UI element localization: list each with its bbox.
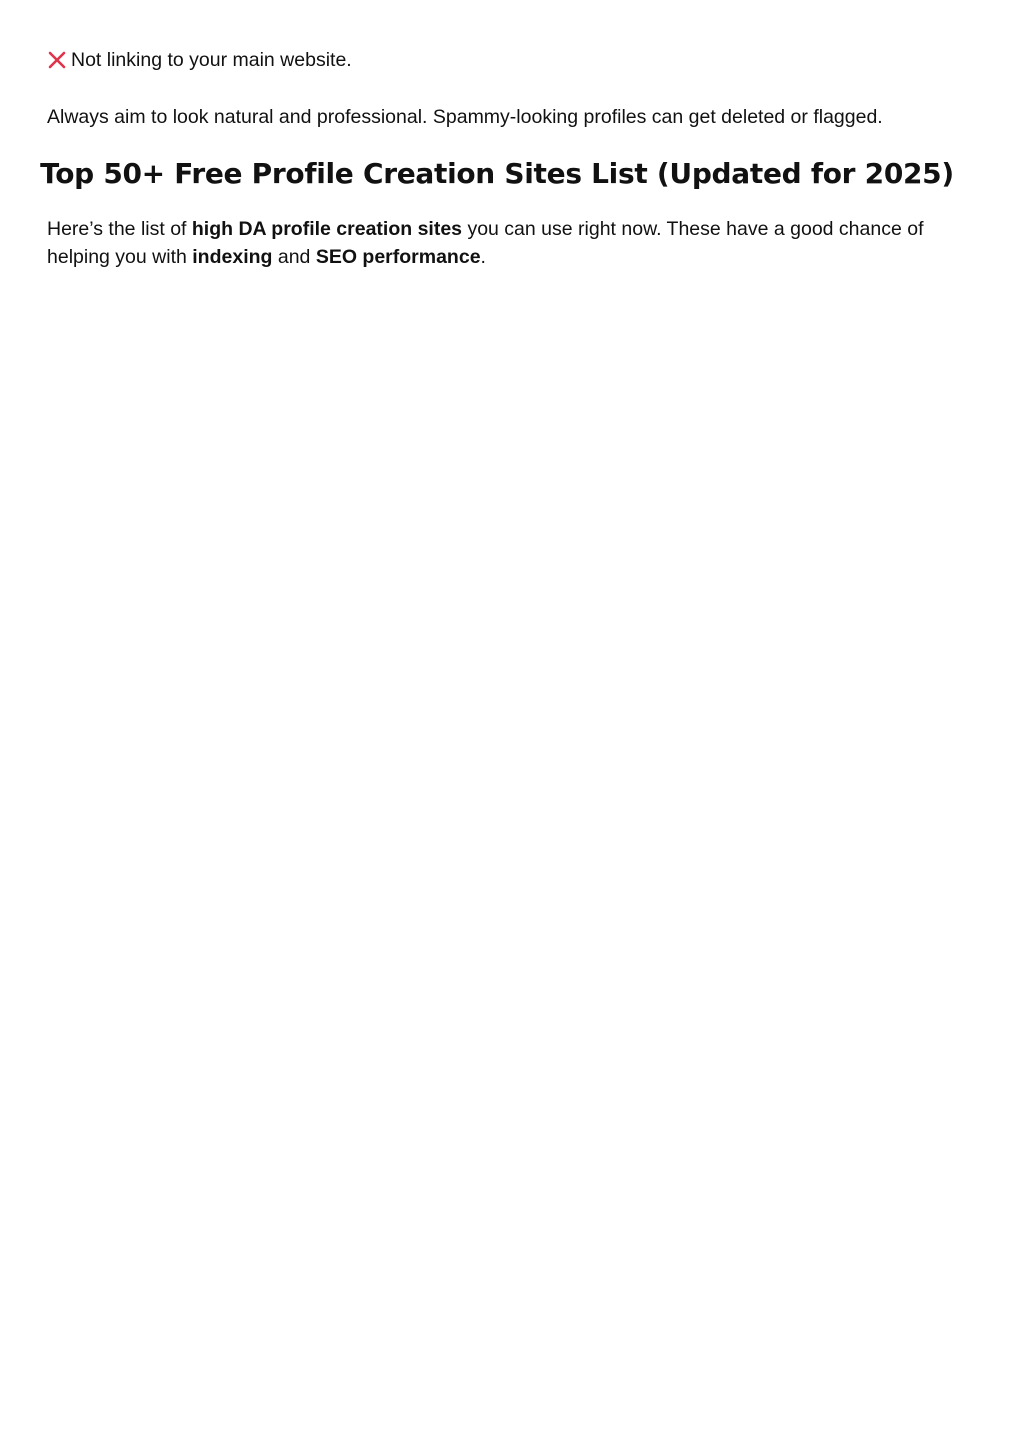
advice-paragraph: Always aim to look natural and professional. Spammy-looking profiles can get deleted or flagged. (47, 106, 883, 128)
intro-paragraph (47, 215, 977, 271)
intro-bold-indexing: indexing (192, 246, 273, 268)
cross-mark-icon (47, 50, 67, 70)
intro-bold-sites: high DA profile creation sites (191, 218, 463, 240)
intro-text: Here’s the list of (47, 218, 192, 240)
mistake-text: Not linking to your main website. (71, 49, 352, 71)
intro-text: and (272, 246, 316, 268)
intro-bold-seo: SEO performance (315, 246, 481, 268)
intro-text: . (480, 246, 486, 268)
intro-text: you can use right now. These have a good chance of helping you with (47, 218, 924, 268)
mistake-bullet (47, 48, 352, 72)
section-heading: Top 50+ Free Profile Creation Sites List (Updated for 2025) (40, 157, 954, 190)
